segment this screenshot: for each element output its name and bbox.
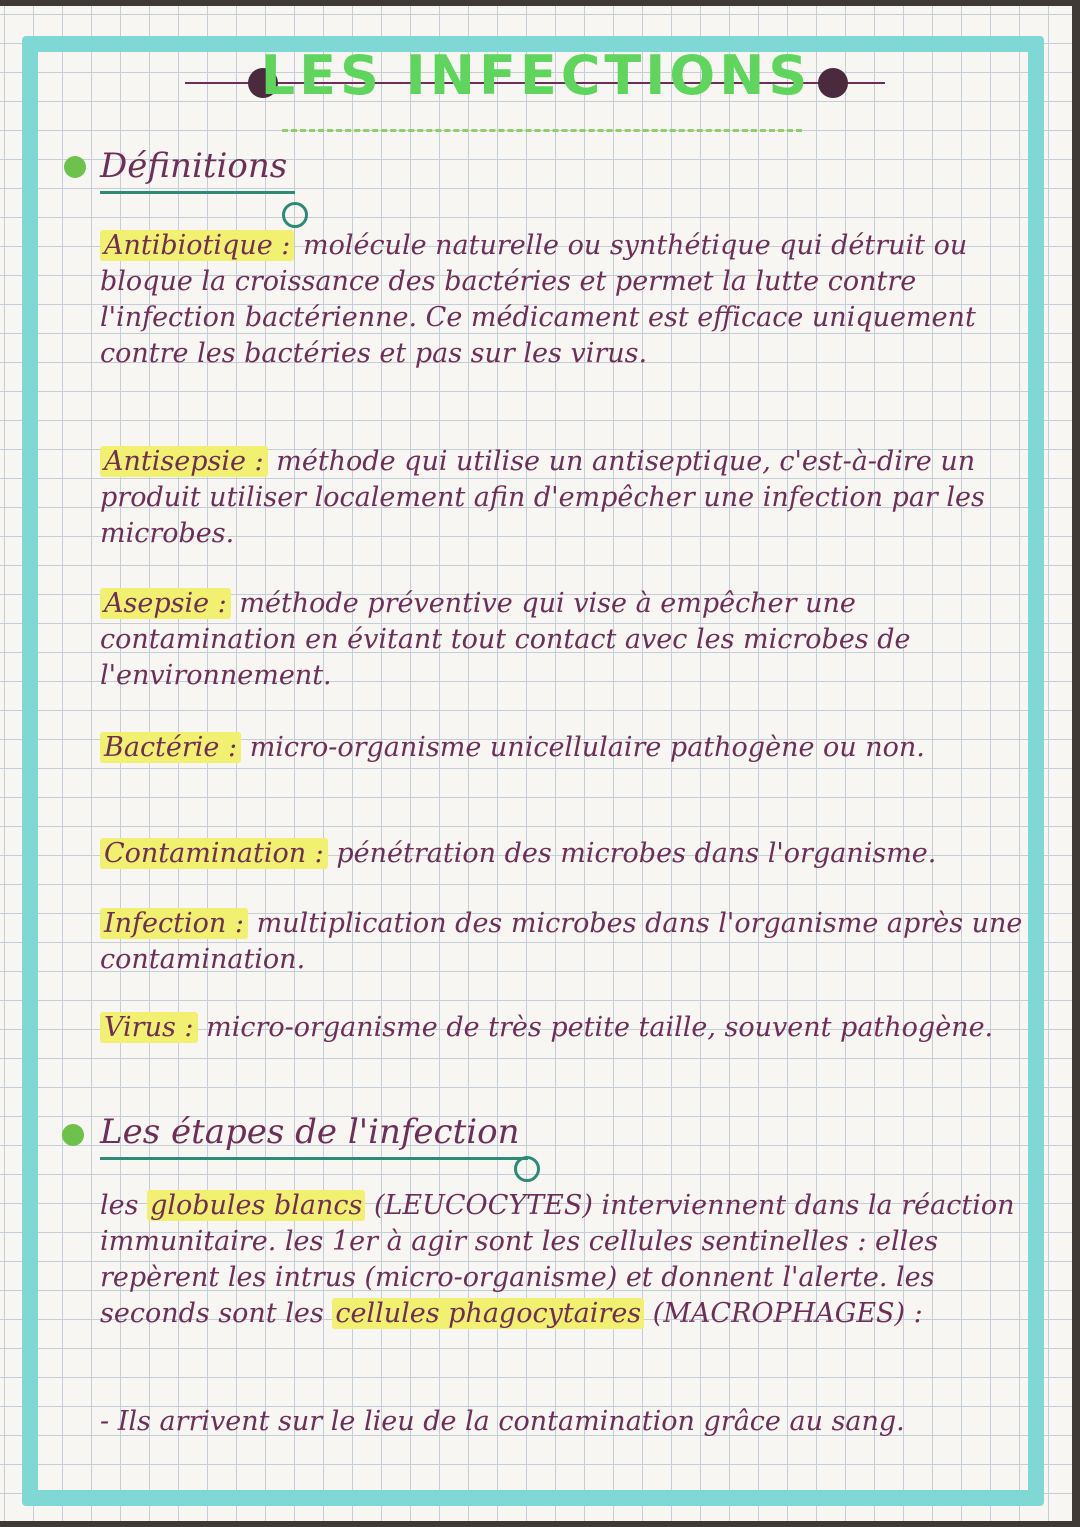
swirl-icon — [282, 202, 308, 228]
definition-text: micro-organisme de très petite taille, souvent pathogène. — [206, 1012, 994, 1043]
section-underline — [100, 1157, 528, 1160]
definition-antisepsie — [100, 444, 1045, 552]
etapes-bullet-text: - Ils arrivent sur le lieu de la contamination grâce au sang. — [100, 1406, 905, 1437]
definition-term: Asepsie : — [100, 588, 231, 619]
etapes-text: (MACROPHAGES) : — [652, 1298, 923, 1329]
definition-term: Antibiotique : — [100, 230, 294, 261]
definition-text: micro-organisme unicellulaire pathogène ou non. — [249, 732, 925, 763]
definition-infection — [100, 906, 1045, 978]
definition-antibiotique — [100, 228, 1045, 372]
definition-contamination — [100, 836, 1045, 872]
section-bullet-etapes — [62, 1124, 84, 1146]
definition-text: méthode préventive qui vise à empêcher une contamination en évitant tout contact avec les microbes de l'environnement. — [100, 588, 911, 691]
etapes-highlight: cellules phagocytaires — [332, 1298, 644, 1329]
swirl-icon — [514, 1156, 540, 1182]
definition-term: Bactérie : — [100, 732, 241, 763]
definition-asepsie — [100, 586, 1045, 694]
page-title: LES INFECTIONS — [260, 44, 812, 107]
section-underline — [100, 191, 295, 194]
definition-text: molécule naturelle ou synthétique qui détruit ou bloque la croissance des bactéries et permet la lutte contre l'infection bactérienne. Ce médicament est efficace uniquement contre les bactéries et pas sur les virus. — [100, 230, 976, 369]
section-bullet-definitions — [64, 156, 86, 178]
definition-term: Antisepsie : — [100, 446, 268, 477]
notebook-page — [0, 6, 1072, 1521]
definition-text: multiplication des microbes dans l'organisme après une contamination. — [100, 908, 1023, 975]
definition-text: pénétration des microbes dans l'organisme. — [336, 838, 937, 869]
definition-term: Contamination : — [100, 838, 328, 869]
section-heading-text: Les étapes de l'infection — [100, 1112, 520, 1152]
etapes-text: les — [100, 1190, 139, 1221]
definition-virus — [100, 1010, 1045, 1046]
title-wrap — [0, 44, 1072, 107]
definition-text: méthode qui utilise un antiseptique, c'est-à-dire un produit utiliser localement afin d'empêcher une infection par les microbes. — [100, 446, 985, 549]
etapes-paragraph — [100, 1188, 1045, 1332]
etapes-text: (LEUCOCYTES) interviennent dans la réaction immunitaire. les 1er à agir sont les cellules sentinelles : elles repèrent les intrus (micro-organisme) et donnent l'alerte. les seconds sont les — [100, 1190, 1015, 1329]
definition-term: Infection : — [100, 908, 248, 939]
section-heading-etapes — [100, 1112, 520, 1152]
etapes-highlight: globules blancs — [147, 1190, 365, 1221]
section-heading-text: Définitions — [100, 146, 288, 186]
etapes-bullet-1 — [100, 1404, 1045, 1440]
section-heading-definitions — [100, 146, 287, 186]
definition-bacterie — [100, 730, 1045, 766]
title-underline — [282, 129, 802, 132]
definition-term: Virus : — [100, 1012, 198, 1043]
